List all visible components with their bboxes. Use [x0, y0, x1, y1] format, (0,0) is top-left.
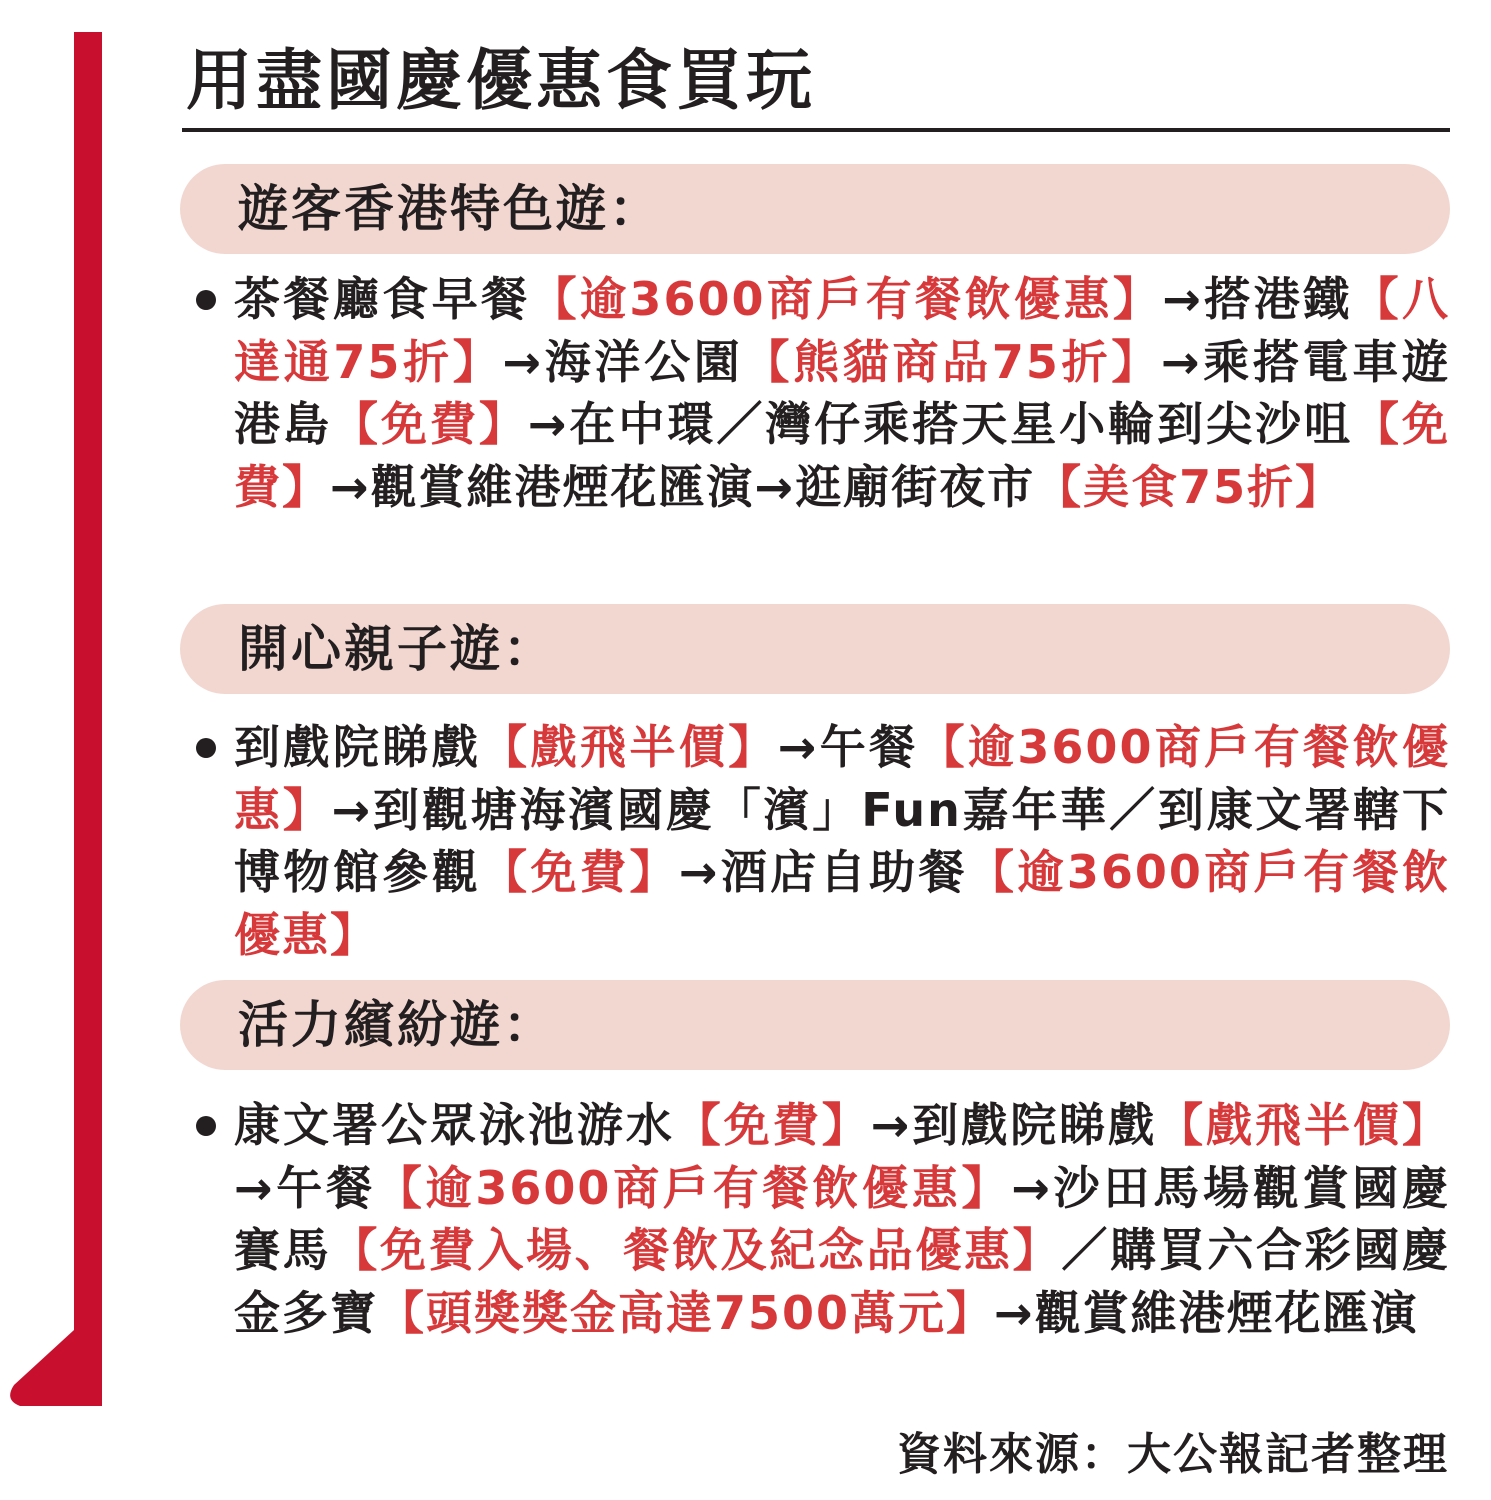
- itinerary-step: ／購買六合彩國慶金多寶: [234, 1223, 1451, 1340]
- section-heading-label: 開心親子遊：: [238, 620, 556, 678]
- section-heading-label: 遊客香港特色遊：: [238, 180, 662, 238]
- bullet-icon: [196, 1116, 216, 1136]
- itinerary-step: →搭港鐵: [1162, 272, 1353, 326]
- section-heading-label: 活力繽紛遊：: [238, 996, 556, 1054]
- section-heading-2: [180, 604, 1450, 694]
- bullet-icon: [196, 290, 216, 310]
- itinerary-step: →海洋公園: [502, 334, 744, 389]
- offer-highlight: 【免費】: [481, 845, 679, 899]
- bullet-icon: [196, 738, 216, 758]
- itinerary-step: →到戲院睇戲: [870, 1098, 1158, 1152]
- source-credit: 資料來源：大公報記者整理: [897, 1429, 1449, 1480]
- itinerary-step: →酒店自助餐: [678, 845, 968, 899]
- offer-highlight: 【八達通75折】: [234, 272, 1451, 389]
- itinerary-step: 康文署公眾泳池游水: [234, 1098, 675, 1152]
- offer-highlight: 【戲飛半價】: [481, 720, 778, 774]
- section-2-itinerary: [234, 716, 1450, 966]
- offer-highlight: 【逾3600商戶有餐飲優惠】: [234, 720, 1451, 837]
- itinerary-step: →在中環／灣仔乘搭天星小輪到尖沙咀: [527, 397, 1354, 451]
- offer-highlight: 【逾3600商戶有餐飲優惠】: [375, 1160, 1012, 1215]
- section-heading-1: [180, 164, 1450, 254]
- section-1-itinerary: [234, 268, 1450, 518]
- itinerary-step: 茶餐廳食早餐: [234, 272, 531, 326]
- itinerary-step: 到戲院睇戲: [234, 720, 482, 774]
- section-heading-3: [180, 980, 1450, 1070]
- accent-corner: [0, 0, 120, 1500]
- offer-highlight: 【逾3600商戶有餐飲優惠】: [530, 272, 1163, 326]
- section-3-itinerary: [234, 1094, 1450, 1344]
- offer-highlight: 【免費】: [331, 397, 528, 451]
- itinerary-step: →乘搭電車遊港島: [234, 334, 1451, 451]
- itinerary-step: →到觀塘海濱國慶「濱」Fun嘉年華／到康文署轄下博物館參觀: [234, 782, 1451, 899]
- offer-highlight: 【逾3600商戶有餐飲優惠】: [234, 845, 1451, 962]
- page-title: 用盡國慶優惠食買玩: [186, 42, 816, 119]
- itinerary-step: →觀賞維港煙花匯演→逛廟街夜市: [330, 459, 1036, 514]
- itinerary-step: →沙田馬場觀賞國慶賽馬: [234, 1160, 1451, 1277]
- offer-highlight: 【免費】: [674, 1098, 871, 1152]
- itinerary-step: →觀賞維港煙花匯演: [994, 1285, 1419, 1340]
- offer-highlight: 【免費入場、餐飲及紀念品優惠】: [331, 1223, 1062, 1277]
- offer-highlight: 【頭獎獎金高達7500萬元】: [378, 1285, 995, 1340]
- offer-highlight: 【戲飛半價】: [1157, 1098, 1451, 1152]
- itinerary-step: →午餐: [777, 720, 919, 774]
- title-divider: [182, 128, 1450, 132]
- offer-highlight: 【免費】: [234, 397, 1451, 514]
- offer-highlight: 【熊貓商品75折】: [743, 334, 1162, 389]
- itinerary-step: →午餐: [234, 1160, 376, 1215]
- offer-highlight: 【美食75折】: [1035, 459, 1344, 514]
